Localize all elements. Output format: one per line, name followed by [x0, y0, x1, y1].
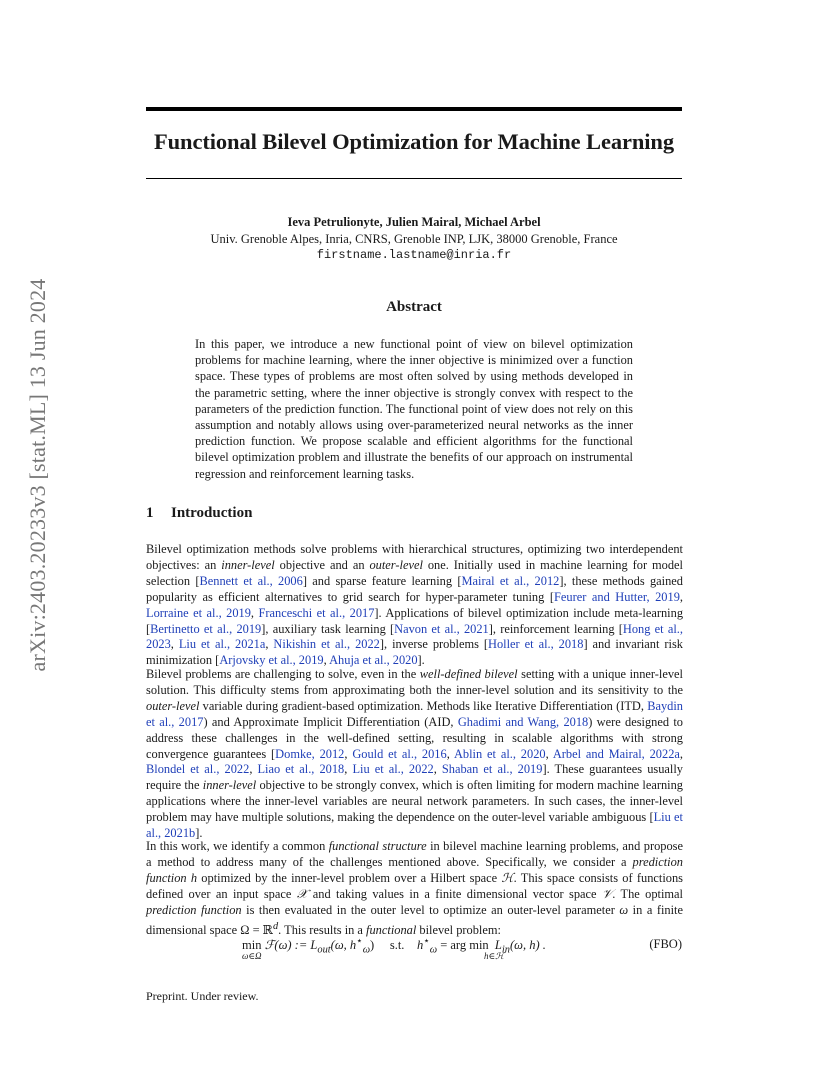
equation-text: L [494, 938, 502, 953]
title-bottom-rule [146, 178, 682, 179]
citation-link[interactable]: Liu et al., 2022 [352, 762, 434, 777]
citation-link[interactable]: Lorraine et al., 2019 [146, 605, 251, 620]
min-subscript: ω∈Ω [242, 951, 262, 961]
intro-paragraph-3 [146, 839, 683, 939]
emphasis: inner-level [221, 557, 275, 572]
subscript: out [317, 944, 331, 956]
section-heading [146, 505, 252, 522]
citation-link[interactable]: Bertinetto et al., 2019 [150, 621, 262, 636]
citation-link[interactable]: Navon et al., 2021 [394, 621, 489, 636]
text-run: , [323, 653, 330, 668]
citation-link[interactable]: Blondel et al., 2022 [146, 762, 250, 777]
abstract-heading: Abstract [386, 299, 442, 315]
superscript: ⋆ [356, 936, 363, 947]
abstract-text: In this paper, we introduce a new functional point of view on bilevel optimization problems for machine learning, where the inner objective is minimized over a function space. These types of problems are most often solved by using methods developed in the parametric setting, where the inner objective is strongly convex with respect to the parameters of the prediction function. The functional point of view does not rely on this assumption and notably allows using over-parameterized neural networks as the inner prediction function. We propose scalable and efficient algorithms for the functional bilevel optimization problem and illustrate the benefits of our approach on instrumental regression and reinforcement learning tasks. [195, 337, 633, 481]
equation-tag: (FBO) [649, 937, 682, 951]
math-superscript: d [272, 920, 279, 932]
text-run: one. Initially used in machine learning for model selection [ [146, 557, 683, 588]
math-symbol: Ω = ℝ [240, 922, 273, 937]
equation-text: ) [370, 938, 375, 953]
emphasis: outer-level [146, 698, 200, 713]
section-title: Introduction [171, 505, 253, 521]
citation-link[interactable]: Feurer and Hutter, 2019 [553, 589, 680, 604]
text-run: ]. These guarantees usually require the [146, 762, 683, 793]
text-run: , [344, 746, 353, 761]
text-run: ] and sparse feature learning [ [302, 573, 462, 588]
citation-link[interactable]: Liu et al., 2021b [146, 810, 683, 841]
text-run: objective and an [274, 557, 370, 572]
emphasis: well-defined bilevel [419, 667, 518, 681]
citation-link[interactable]: Ahuja et al., 2020 [329, 653, 418, 668]
text-run: optimized by the inner-level problem over a Hilbert space [197, 870, 502, 885]
intro-paragraph-1 [146, 542, 683, 669]
text-run: , [250, 605, 259, 620]
text-run: . This space consists of functions defined over an input space [146, 870, 683, 901]
text-run: variable during gradient-based optimization. Methods like Iterative Differentiation (ITD, [199, 698, 648, 713]
emphasis: prediction function [146, 854, 683, 885]
text-run: ], auxiliary task learning [ [261, 621, 395, 636]
text-run: , [344, 762, 353, 777]
argmin-operator: = arg min [440, 938, 489, 953]
math-symbol: ω [619, 902, 629, 917]
citation-link[interactable]: Mairal et al., 2012 [461, 573, 560, 588]
math-symbol: 𝒱 [601, 886, 613, 901]
text-run: ]. [417, 653, 425, 668]
citation-link[interactable]: Ghadimi and Wang, 2018 [457, 714, 589, 729]
affiliation: Univ. Grenoble Alpes, Inria, CNRS, Grenoble INP, LJK, 38000 Grenoble, France [210, 232, 618, 246]
citation-link[interactable]: Ablin et al., 2020 [453, 746, 546, 761]
section-number: 1 [146, 505, 154, 521]
such-that-text: s.t. [389, 938, 405, 953]
text-run: ] and invariant risk minimization [ [146, 637, 683, 668]
citation-link[interactable]: Arjovsky et al., 2019 [219, 653, 324, 668]
min-operator: min [242, 938, 262, 953]
citation-link[interactable]: Bennett et al., 2006 [199, 573, 303, 588]
text-run: , [249, 762, 258, 777]
text-run: ]. [195, 826, 203, 841]
text-run: ) and Approximate Implicit Differentiation (AID, [203, 714, 458, 729]
text-run: , [545, 746, 553, 761]
math-symbol: h [190, 870, 198, 885]
text-run: ], inverse problems [ [379, 637, 489, 652]
text-run: ], reinforcement learning [ [488, 621, 623, 636]
citation-link[interactable]: Holler et al., 2018 [488, 637, 584, 652]
text-run: ], these methods gained popularity as efficient alternatives to grid search for hyper-parameter tuning [ [146, 573, 683, 604]
text-run: is then evaluated in the outer level to optimize an outer-level parameter [241, 902, 620, 917]
citation-link[interactable]: Franceschi et al., 2017 [258, 605, 375, 620]
text-run: Bilevel problems are challenging to solve, even in the [146, 667, 420, 681]
subscript: ω [429, 944, 438, 956]
text-run: objective to be strongly convex, which is often limiting for modern machine learning applications where the inner-level variables are neural network parameters. In such cases, the inner-level problem may have multiple solutions, making the dependence on the outer-level variable ambiguous [ [146, 778, 683, 825]
equation-text: ℱ(ω) := L [264, 938, 318, 953]
text-run: In this work, we identify a common [146, 839, 329, 853]
citation-link[interactable]: Shaban et al., 2019 [441, 762, 543, 777]
citation-link[interactable]: Nikishin et al., 2022 [273, 637, 380, 652]
text-run: . This results in a [278, 922, 367, 937]
math-symbol: ℋ [501, 870, 514, 885]
superscript: ⋆ [423, 936, 430, 947]
argmin-subscript: h∈ℋ [484, 951, 505, 961]
email: firstname.lastname@inria.fr [316, 248, 512, 262]
emphasis: prediction function [146, 902, 242, 917]
footer-note: Preprint. Under review. [146, 989, 259, 1003]
citation-link[interactable]: Domke, 2012 [275, 746, 345, 761]
text-run: , [170, 637, 179, 652]
text-run: ) were designed to address these challenges in the well-defined setting, resulting in scalable algorithms with strong convergence guarantees [ [146, 714, 684, 761]
text-run: , [446, 746, 454, 761]
text-run: setting with a unique inner-level solution. This difficulty stems from approximating both the inner-level solution and its sensitivity to the [146, 667, 683, 697]
text-run: in bilevel machine learning problems, and propose a method to address many of the challenges mentioned above. Specifically, we consider a [146, 839, 683, 869]
text-run: ]. Applications of bilevel optimization include meta-learning [ [146, 605, 684, 636]
text-run: , [679, 746, 684, 761]
citation-link[interactable]: Gould et al., 2016 [352, 746, 447, 761]
text-run: , [679, 589, 684, 604]
intro-paragraph-2 [146, 667, 683, 842]
text-run: Bilevel optimization methods solve problems with hierarchical structures, optimizing two interdependent objectives: an [146, 542, 683, 572]
subscript: in [501, 944, 510, 956]
text-run: . The optimal [612, 886, 683, 901]
text-run: in a finite dimensional space [146, 902, 683, 937]
equation-text: (ω, h [330, 938, 357, 953]
text-run: , [265, 637, 274, 652]
equation-text: (ω, h) . [509, 938, 546, 953]
emphasis: functional [366, 922, 417, 937]
emphasis: inner-level [202, 778, 257, 793]
text-run: , [433, 762, 442, 777]
equation-text: h [416, 938, 424, 953]
citation-link[interactable]: Liu et al., 2021a [178, 637, 266, 652]
paper-title: Functional Bilevel Optimization for Machine Learning [154, 129, 674, 154]
math-symbol: 𝒳 [296, 886, 308, 901]
citation-link[interactable]: Arbel and Mairal, 2022a [552, 746, 680, 761]
citation-link[interactable]: Liao et al., 2018 [257, 762, 345, 777]
authors: Ieva Petrulionyte, Julien Mairal, Michael Arbel [287, 215, 541, 229]
citation-link[interactable]: Hong et al., 2023 [146, 621, 683, 652]
text-run: bilevel problem: [416, 922, 501, 937]
arxiv-side-label: arXiv:2403.20233v3 [stat.ML] 13 Jun 2024 [25, 278, 50, 672]
citation-link[interactable]: Baydin et al., 2017 [146, 698, 683, 729]
title-top-rule [146, 107, 682, 111]
emphasis: functional structure [328, 839, 427, 853]
emphasis: outer-level [369, 557, 423, 572]
fbo-equation [146, 935, 682, 971]
text-run: and taking values in a finite dimensional vector space [307, 886, 602, 901]
subscript: ω [362, 944, 371, 956]
